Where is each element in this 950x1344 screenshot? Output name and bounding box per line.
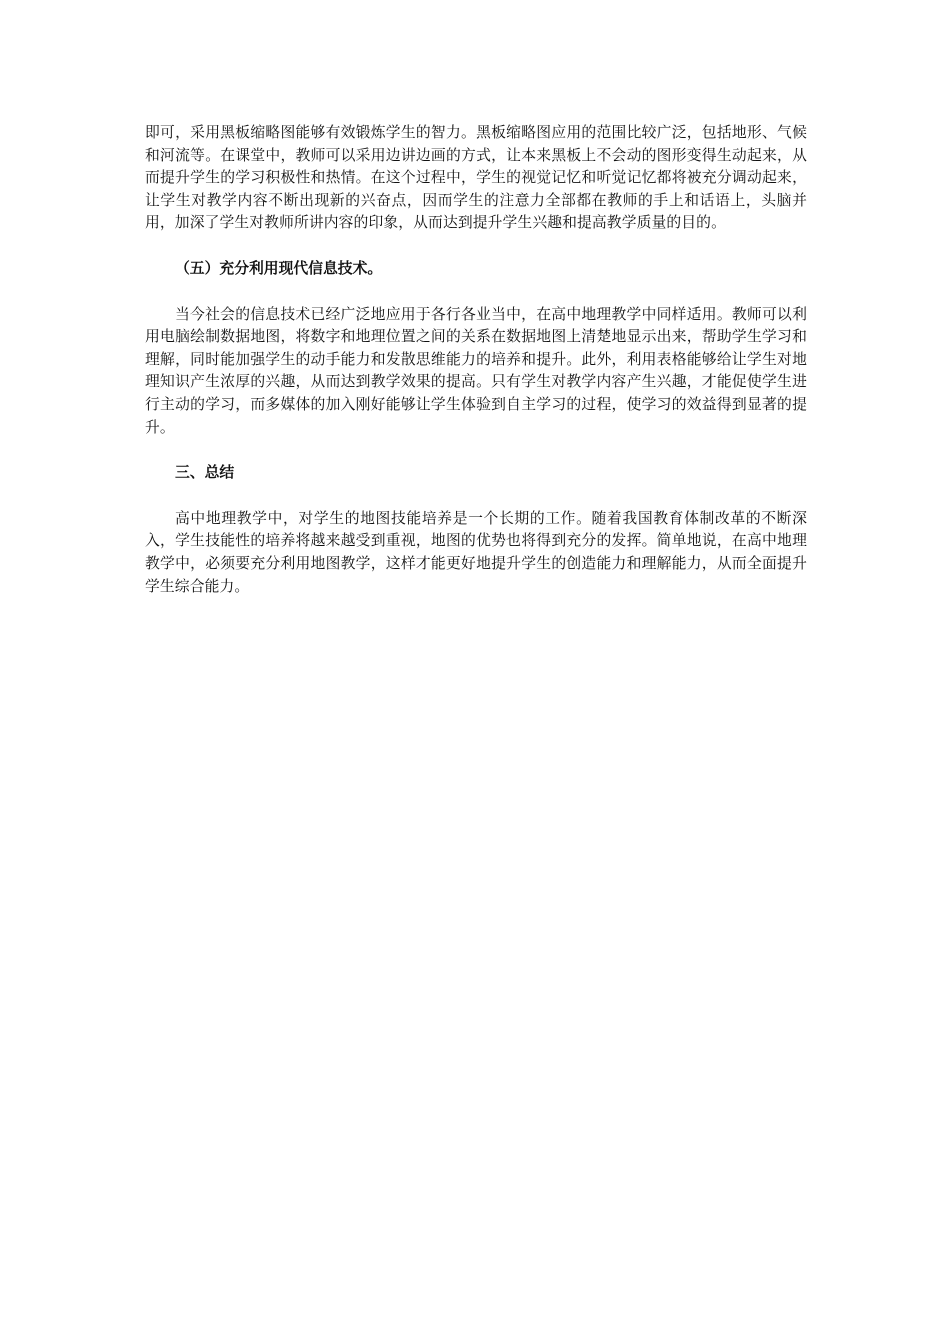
section-heading-summary: 三、总结 xyxy=(175,464,235,482)
document-page xyxy=(145,122,807,598)
section-heading-information-technology: （五）充分利用现代信息技术。 xyxy=(175,259,383,277)
paragraph-summary: 高中地理教学中，对学生的地图技能培养是一个长期的工作。随着我国教育体制改革的不断深入，学生技能性的培养将越来越受到重视，地图的优势也将得到充分的发挥。简单地说，在高中地理教学中，必须要充分利用地图教学，这样才能更好地提升学生的创造能力和理解能力，从而全面提升学生综合能力。 xyxy=(145,509,807,595)
paragraph-information-technology: 当今社会的信息技术已经广泛地应用于各行各业当中，在高中地理教学中同样适用。教师可以利用电脑绘制数据地图，将数字和地理位置之间的关系在数据地图上清楚地显示出来，帮助学生学习和理解，同时能加强学生的动手能力和发散思维能力的培养和提升。此外，利用表格能够给让学生对地理知识产生浓厚的兴趣，从而达到教学效果的提高。只有学生对教学内容产生兴趣，才能促使学生进行主动的学习，而多媒体的加入刚好能够让学生体验到自主学习的过程，使学习的效益得到显著的提升。 xyxy=(145,305,807,436)
paragraph-blackboard-sketch: 即可，采用黑板缩略图能够有效锻炼学生的智力。黑板缩略图应用的范围比较广泛，包括地形、气候和河流等。在课堂中，教师可以采用边讲边画的方式，让本来黑板上不会动的图形变得生动起来，从而提升学生的学习积极性和热情。在这个过程中，学生的视觉记忆和听觉记忆都将被充分调动起来，让学生对教学内容不断出现新的兴奋点，因而学生的注意力全部都在教师的手上和话语上，头脑并用，加深了学生对教师所讲内容的印象，从而达到提升学生兴趣和提高教学质量的目的。 xyxy=(145,124,807,232)
